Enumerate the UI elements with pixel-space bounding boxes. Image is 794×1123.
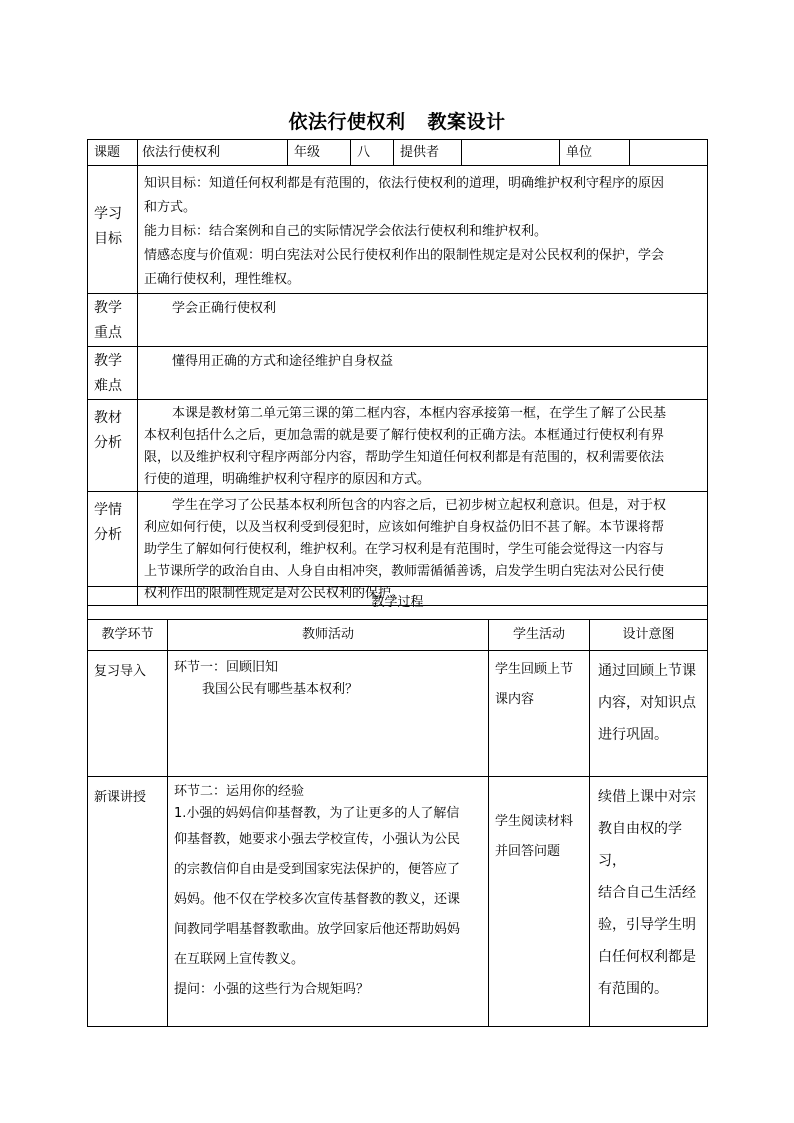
objectives-text: 知识目标：知道任何权利都是有范围的，依法行使权利的道理，明确维护权利守程序的原因 和方式。 能力目标：结合案例和自己的实际情况学会依法行使权利和维护权利。 情感态度与价值观：明白宪法对公民行使权利作出的限制性规定是对公民权利的保护，学会 正确行使权利，理性维权。: [138, 166, 708, 294]
process-heading-row: [88, 587, 708, 620]
document-title: [0, 107, 794, 134]
difficulty-label: 教学 难点: [88, 347, 138, 400]
provider-value: [462, 140, 560, 166]
grade-value: 八: [351, 140, 394, 166]
grade-label: 年级: [288, 140, 351, 166]
info-table: [87, 139, 708, 606]
material-row: [88, 400, 708, 492]
table-row: [88, 777, 708, 1027]
title-main: 依法行使权利: [288, 111, 406, 133]
material-label: 教材 分析: [88, 400, 138, 492]
process-table: [87, 586, 708, 1027]
design-intent-new-lesson: 续借上课中对宗 教自由权的学习， 结合自己生活经 验，引导学生明 白任何权利都是 有范围的。: [590, 777, 708, 1027]
provider-label: 提供者: [394, 140, 462, 166]
objectives-row: [88, 166, 708, 294]
difficulty-row: [88, 347, 708, 400]
course-value: 依法行使权利: [138, 140, 288, 166]
key-point-row: [88, 294, 708, 347]
teacher-activity-new-lesson: 环节二：运用你的经验 1.小强的妈妈信仰基督教，为了让更多的人了解信 仰基督教，她要求小强去学校宣传，小强认为公民 的宗教信仰自由是受到国家宪法保护的，便答应了 妈妈。他不仅在学校多次宣传基督教的教义，还课 间教同学唱基督教歌曲。放学回家后他还帮助妈妈 在互联网上宣传教义。 提问：小强的这些行为合规矩吗？: [168, 777, 489, 1027]
header-row: [88, 140, 708, 166]
process-column-headers: [88, 620, 708, 651]
key-point-text: 学会正确行使权利: [138, 294, 708, 347]
material-text: 本课是教材第二单元第三课的第二框内容，本框内容承接第一框，在学生了解了公民基 本权利包括什么之后，更加急需的就是要了解行使权利的正确方法。本框通过行使权利有界 限，以及维护权利守程序两部分内容，帮助学生知道任何权利都是有范围的，权利需要依法 行使的道理，明确维护权利守程序的原因和方式。: [138, 400, 708, 492]
course-label: 课题: [88, 140, 138, 166]
difficulty-text: 懂得用正确的方式和途径维护自身权益: [138, 347, 708, 400]
objectives-label: 学习 目标: [88, 166, 138, 294]
stage-new-lesson: 新课讲授: [88, 777, 168, 1027]
column-intent: 设计意图: [590, 620, 708, 651]
column-student: 学生活动: [489, 620, 590, 651]
process-heading: 教学过程: [88, 587, 708, 620]
title-sub: 教案设计: [427, 111, 506, 133]
column-teacher: 教师活动: [168, 620, 489, 651]
students-text: 学生在学习了公民基本权利所包含的内容之后，已初步树立起权利意识。但是，对于权 利应如何行使，以及当权利受到侵犯时，应该如何维护自身权益仍旧不甚了解。本节课将帮 助学生了解如何行使权利，维护权利。在学习权利是有范围时，学生可能会觉得这一内容与 上节课所学的政治自由、人身自由相冲突，教师需循循善诱，启发学生明白宪法对公民行使 权利作出的限制性规定是对公民权利的保护。: [138, 492, 708, 606]
column-stage: 教学环节: [88, 620, 168, 651]
student-activity-review: 学生回顾上节 课内容: [489, 651, 590, 777]
key-point-label: 教学 重点: [88, 294, 138, 347]
table-row: [88, 651, 708, 777]
student-activity-new-lesson: 学生阅读材料 并回答问题: [489, 777, 590, 1027]
unit-value: [630, 140, 708, 166]
design-intent-review: 通过回顾上节课 内容，对知识点 进行巩固。: [590, 651, 708, 777]
teacher-activity-review: 环节一：回顾旧知 我国公民有哪些基本权利？: [168, 651, 489, 777]
students-label: 学情 分析: [88, 492, 138, 606]
stage-review: 复习导入: [88, 651, 168, 777]
unit-label: 单位: [560, 140, 630, 166]
